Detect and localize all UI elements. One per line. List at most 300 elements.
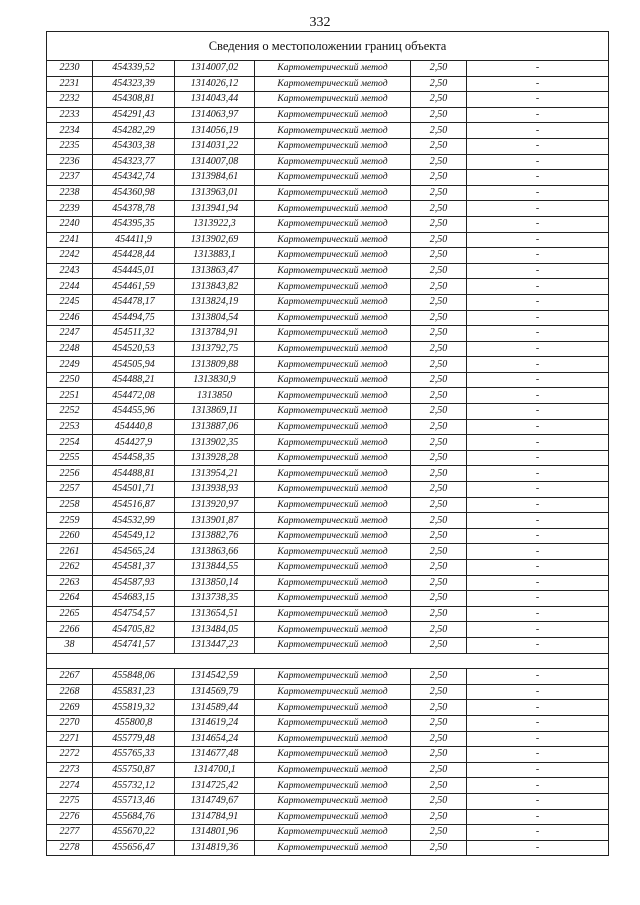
point-number-cell: 2251 <box>47 388 93 404</box>
note-cell: - <box>467 606 609 622</box>
point-number-cell: 2268 <box>47 684 93 700</box>
y-coordinate-cell: 1313922,3 <box>175 216 255 232</box>
accuracy-cell: 2,50 <box>411 435 467 451</box>
point-number-cell: 2241 <box>47 232 93 248</box>
method-cell: Картометрический метод <box>255 731 411 747</box>
accuracy-cell: 2,50 <box>411 388 467 404</box>
y-coordinate-cell: 1313883,1 <box>175 248 255 264</box>
y-coordinate-cell: 1313984,61 <box>175 170 255 186</box>
note-cell: - <box>467 528 609 544</box>
point-number-cell: 2242 <box>47 248 93 264</box>
accuracy-cell: 2,50 <box>411 809 467 825</box>
y-coordinate-cell: 1313901,87 <box>175 513 255 529</box>
table-row <box>47 731 609 747</box>
x-coordinate-cell: 454428,44 <box>93 248 175 264</box>
note-cell: - <box>467 778 609 794</box>
method-cell: Картометрический метод <box>255 201 411 217</box>
point-number-cell: 2232 <box>47 92 93 108</box>
method-cell: Картометрический метод <box>255 170 411 186</box>
note-cell: - <box>467 497 609 513</box>
y-coordinate-cell: 1314749,67 <box>175 793 255 809</box>
table-row <box>47 560 609 576</box>
accuracy-cell: 2,50 <box>411 154 467 170</box>
x-coordinate-cell: 454427,9 <box>93 435 175 451</box>
table-row <box>47 248 609 264</box>
point-number-cell: 2243 <box>47 263 93 279</box>
table-row <box>47 528 609 544</box>
x-coordinate-cell: 454455,96 <box>93 404 175 420</box>
note-cell: - <box>467 450 609 466</box>
y-coordinate-cell: 1314007,08 <box>175 154 255 170</box>
note-cell: - <box>467 232 609 248</box>
y-coordinate-cell: 1313963,01 <box>175 185 255 201</box>
method-cell: Картометрический метод <box>255 560 411 576</box>
method-cell: Картометрический метод <box>255 544 411 560</box>
point-number-cell: 2273 <box>47 762 93 778</box>
table-row <box>47 123 609 139</box>
note-cell: - <box>467 326 609 342</box>
x-coordinate-cell: 454488,81 <box>93 466 175 482</box>
y-coordinate-cell: 1313941,94 <box>175 201 255 217</box>
table-row <box>47 185 609 201</box>
accuracy-cell: 2,50 <box>411 123 467 139</box>
table-title-row <box>47 32 609 61</box>
x-coordinate-cell: 455831,23 <box>93 684 175 700</box>
x-coordinate-cell: 454445,01 <box>93 263 175 279</box>
method-cell: Картометрический метод <box>255 825 411 841</box>
note-cell: - <box>467 76 609 92</box>
method-cell: Картометрический метод <box>255 123 411 139</box>
note-cell: - <box>467 825 609 841</box>
point-number-cell: 2239 <box>47 201 93 217</box>
accuracy-cell: 2,50 <box>411 715 467 731</box>
x-coordinate-cell: 454339,52 <box>93 61 175 77</box>
point-number-cell: 2261 <box>47 544 93 560</box>
accuracy-cell: 2,50 <box>411 482 467 498</box>
method-cell: Картометрический метод <box>255 684 411 700</box>
method-cell: Картометрический метод <box>255 294 411 310</box>
x-coordinate-cell: 455800,8 <box>93 715 175 731</box>
method-cell: Картометрический метод <box>255 341 411 357</box>
accuracy-cell: 2,50 <box>411 216 467 232</box>
accuracy-cell: 2,50 <box>411 326 467 342</box>
table-row <box>47 762 609 778</box>
table-row <box>47 435 609 451</box>
point-number-cell: 2271 <box>47 731 93 747</box>
table-row <box>47 591 609 607</box>
y-coordinate-cell: 1313882,76 <box>175 528 255 544</box>
y-coordinate-cell: 1314619,24 <box>175 715 255 731</box>
point-number-cell: 2231 <box>47 76 93 92</box>
table-row <box>47 450 609 466</box>
note-cell: - <box>467 419 609 435</box>
y-coordinate-cell: 1314819,36 <box>175 840 255 856</box>
accuracy-cell: 2,50 <box>411 793 467 809</box>
table-title: Сведения о местоположении границ объекта <box>47 32 609 61</box>
note-cell: - <box>467 622 609 638</box>
note-cell: - <box>467 61 609 77</box>
x-coordinate-cell: 454308,81 <box>93 92 175 108</box>
x-coordinate-cell: 454581,37 <box>93 560 175 576</box>
x-coordinate-cell: 454291,43 <box>93 107 175 123</box>
accuracy-cell: 2,50 <box>411 419 467 435</box>
point-number-cell: 2237 <box>47 170 93 186</box>
method-cell: Картометрический метод <box>255 793 411 809</box>
accuracy-cell: 2,50 <box>411 263 467 279</box>
y-coordinate-cell: 1314542,59 <box>175 669 255 685</box>
method-cell: Картометрический метод <box>255 513 411 529</box>
method-cell: Картометрический метод <box>255 450 411 466</box>
method-cell: Картометрический метод <box>255 435 411 451</box>
method-cell: Картометрический метод <box>255 840 411 856</box>
point-number-cell: 2274 <box>47 778 93 794</box>
accuracy-cell: 2,50 <box>411 279 467 295</box>
method-cell: Картометрический метод <box>255 138 411 154</box>
y-coordinate-cell: 1313863,66 <box>175 544 255 560</box>
x-coordinate-cell: 454282,29 <box>93 123 175 139</box>
method-cell: Картометрический метод <box>255 107 411 123</box>
x-coordinate-cell: 454705,82 <box>93 622 175 638</box>
accuracy-cell: 2,50 <box>411 201 467 217</box>
note-cell: - <box>467 216 609 232</box>
accuracy-cell: 2,50 <box>411 372 467 388</box>
method-cell: Картометрический метод <box>255 76 411 92</box>
accuracy-cell: 2,50 <box>411 762 467 778</box>
y-coordinate-cell: 1314569,79 <box>175 684 255 700</box>
table-row <box>47 825 609 841</box>
y-coordinate-cell: 1313887,06 <box>175 419 255 435</box>
y-coordinate-cell: 1313830,9 <box>175 372 255 388</box>
point-number-cell: 2260 <box>47 528 93 544</box>
point-number-cell: 2264 <box>47 591 93 607</box>
point-number-cell: 2266 <box>47 622 93 638</box>
note-cell: - <box>467 404 609 420</box>
y-coordinate-cell: 1313784,91 <box>175 326 255 342</box>
group-separator-row <box>47 653 609 669</box>
y-coordinate-cell: 1313902,69 <box>175 232 255 248</box>
table-body <box>47 32 609 856</box>
table-row <box>47 809 609 825</box>
y-coordinate-cell: 1313738,35 <box>175 591 255 607</box>
x-coordinate-cell: 454458,35 <box>93 450 175 466</box>
note-cell: - <box>467 372 609 388</box>
table-row <box>47 170 609 186</box>
note-cell: - <box>467 154 609 170</box>
point-number-cell: 2248 <box>47 341 93 357</box>
y-coordinate-cell: 1314700,1 <box>175 762 255 778</box>
point-number-cell: 2265 <box>47 606 93 622</box>
method-cell: Картометрический метод <box>255 92 411 108</box>
note-cell: - <box>467 513 609 529</box>
method-cell: Картометрический метод <box>255 419 411 435</box>
accuracy-cell: 2,50 <box>411 497 467 513</box>
note-cell: - <box>467 107 609 123</box>
x-coordinate-cell: 455765,33 <box>93 747 175 763</box>
note-cell: - <box>467 715 609 731</box>
table-row <box>47 341 609 357</box>
accuracy-cell: 2,50 <box>411 357 467 373</box>
y-coordinate-cell: 1314031,22 <box>175 138 255 154</box>
point-number-cell: 2267 <box>47 669 93 685</box>
x-coordinate-cell: 454565,24 <box>93 544 175 560</box>
accuracy-cell: 2,50 <box>411 185 467 201</box>
point-number-cell: 2254 <box>47 435 93 451</box>
note-cell: - <box>467 248 609 264</box>
y-coordinate-cell: 1313843,82 <box>175 279 255 295</box>
method-cell: Картометрический метод <box>255 778 411 794</box>
note-cell: - <box>467 482 609 498</box>
accuracy-cell: 2,50 <box>411 107 467 123</box>
accuracy-cell: 2,50 <box>411 92 467 108</box>
y-coordinate-cell: 1313928,28 <box>175 450 255 466</box>
x-coordinate-cell: 455713,46 <box>93 793 175 809</box>
accuracy-cell: 2,50 <box>411 544 467 560</box>
note-cell: - <box>467 92 609 108</box>
table-row <box>47 154 609 170</box>
x-coordinate-cell: 454342,74 <box>93 170 175 186</box>
y-coordinate-cell: 1313938,93 <box>175 482 255 498</box>
accuracy-cell: 2,50 <box>411 700 467 716</box>
note-cell: - <box>467 840 609 856</box>
method-cell: Картометрический метод <box>255 497 411 513</box>
table-row <box>47 326 609 342</box>
table-row <box>47 61 609 77</box>
point-number-cell: 2249 <box>47 357 93 373</box>
note-cell: - <box>467 684 609 700</box>
x-coordinate-cell: 454323,77 <box>93 154 175 170</box>
table-row <box>47 715 609 731</box>
table-row <box>47 497 609 513</box>
x-coordinate-cell: 455656,47 <box>93 840 175 856</box>
x-coordinate-cell: 454683,15 <box>93 591 175 607</box>
x-coordinate-cell: 454754,57 <box>93 606 175 622</box>
note-cell: - <box>467 435 609 451</box>
method-cell: Картометрический метод <box>255 700 411 716</box>
x-coordinate-cell: 454511,32 <box>93 326 175 342</box>
y-coordinate-cell: 1314007,02 <box>175 61 255 77</box>
y-coordinate-cell: 1313844,55 <box>175 560 255 576</box>
point-number-cell: 2276 <box>47 809 93 825</box>
point-number-cell: 2245 <box>47 294 93 310</box>
x-coordinate-cell: 455684,76 <box>93 809 175 825</box>
note-cell: - <box>467 637 609 653</box>
x-coordinate-cell: 454532,99 <box>93 513 175 529</box>
x-coordinate-cell: 454494,75 <box>93 310 175 326</box>
method-cell: Картометрический метод <box>255 404 411 420</box>
point-number-cell: 2234 <box>47 123 93 139</box>
method-cell: Картометрический метод <box>255 622 411 638</box>
point-number-cell: 2270 <box>47 715 93 731</box>
table-row <box>47 138 609 154</box>
x-coordinate-cell: 454360,98 <box>93 185 175 201</box>
method-cell: Картометрический метод <box>255 482 411 498</box>
x-coordinate-cell: 454440,8 <box>93 419 175 435</box>
y-coordinate-cell: 1313447,23 <box>175 637 255 653</box>
y-coordinate-cell: 1314677,48 <box>175 747 255 763</box>
boundary-coordinates-table <box>46 31 609 856</box>
accuracy-cell: 2,50 <box>411 606 467 622</box>
table-row <box>47 263 609 279</box>
method-cell: Картометрический метод <box>255 263 411 279</box>
x-coordinate-cell: 454587,93 <box>93 575 175 591</box>
method-cell: Картометрический метод <box>255 669 411 685</box>
method-cell: Картометрический метод <box>255 575 411 591</box>
x-coordinate-cell: 454472,08 <box>93 388 175 404</box>
table-row <box>47 544 609 560</box>
accuracy-cell: 2,50 <box>411 232 467 248</box>
method-cell: Картометрический метод <box>255 606 411 622</box>
method-cell: Картометрический метод <box>255 372 411 388</box>
point-number-cell: 2277 <box>47 825 93 841</box>
table-row <box>47 466 609 482</box>
y-coordinate-cell: 1313850,14 <box>175 575 255 591</box>
table-row <box>47 778 609 794</box>
note-cell: - <box>467 294 609 310</box>
accuracy-cell: 2,50 <box>411 575 467 591</box>
note-cell: - <box>467 700 609 716</box>
accuracy-cell: 2,50 <box>411 840 467 856</box>
point-number-cell: 2255 <box>47 450 93 466</box>
y-coordinate-cell: 1313792,75 <box>175 341 255 357</box>
table-row <box>47 747 609 763</box>
y-coordinate-cell: 1314784,91 <box>175 809 255 825</box>
note-cell: - <box>467 669 609 685</box>
table-row <box>47 76 609 92</box>
note-cell: - <box>467 560 609 576</box>
y-coordinate-cell: 1314026,12 <box>175 76 255 92</box>
accuracy-cell: 2,50 <box>411 450 467 466</box>
method-cell: Картометрический метод <box>255 61 411 77</box>
method-cell: Картометрический метод <box>255 185 411 201</box>
x-coordinate-cell: 455670,22 <box>93 825 175 841</box>
point-number-cell: 2269 <box>47 700 93 716</box>
method-cell: Картометрический метод <box>255 466 411 482</box>
table-row <box>47 637 609 653</box>
point-number-cell: 2244 <box>47 279 93 295</box>
point-number-cell: 2235 <box>47 138 93 154</box>
accuracy-cell: 2,50 <box>411 294 467 310</box>
point-number-cell: 2258 <box>47 497 93 513</box>
x-coordinate-cell: 454488,21 <box>93 372 175 388</box>
table-row <box>47 622 609 638</box>
accuracy-cell: 2,50 <box>411 513 467 529</box>
method-cell: Картометрический метод <box>255 326 411 342</box>
x-coordinate-cell: 454411,9 <box>93 232 175 248</box>
y-coordinate-cell: 1314063,97 <box>175 107 255 123</box>
x-coordinate-cell: 455848,06 <box>93 669 175 685</box>
table-row <box>47 357 609 373</box>
accuracy-cell: 2,50 <box>411 637 467 653</box>
x-coordinate-cell: 454501,71 <box>93 482 175 498</box>
accuracy-cell: 2,50 <box>411 528 467 544</box>
point-number-cell: 2236 <box>47 154 93 170</box>
method-cell: Картометрический метод <box>255 232 411 248</box>
table-row <box>47 372 609 388</box>
x-coordinate-cell: 454461,59 <box>93 279 175 295</box>
point-number-cell: 38 <box>47 637 93 653</box>
method-cell: Картометрический метод <box>255 528 411 544</box>
note-cell: - <box>467 310 609 326</box>
method-cell: Картометрический метод <box>255 715 411 731</box>
accuracy-cell: 2,50 <box>411 778 467 794</box>
note-cell: - <box>467 170 609 186</box>
note-cell: - <box>467 466 609 482</box>
page-number: 332 <box>309 15 331 30</box>
note-cell: - <box>467 762 609 778</box>
note-cell: - <box>467 263 609 279</box>
accuracy-cell: 2,50 <box>411 747 467 763</box>
method-cell: Картометрический метод <box>255 637 411 653</box>
point-number-cell: 2262 <box>47 560 93 576</box>
x-coordinate-cell: 454520,53 <box>93 341 175 357</box>
method-cell: Картометрический метод <box>255 591 411 607</box>
note-cell: - <box>467 731 609 747</box>
y-coordinate-cell: 1313920,97 <box>175 497 255 513</box>
method-cell: Картометрический метод <box>255 762 411 778</box>
table-row <box>47 294 609 310</box>
note-cell: - <box>467 185 609 201</box>
note-cell: - <box>467 747 609 763</box>
table-row <box>47 700 609 716</box>
y-coordinate-cell: 1314725,42 <box>175 778 255 794</box>
point-number-cell: 2263 <box>47 575 93 591</box>
x-coordinate-cell: 454478,17 <box>93 294 175 310</box>
method-cell: Картометрический метод <box>255 357 411 373</box>
accuracy-cell: 2,50 <box>411 825 467 841</box>
group-separator-cell <box>47 653 609 669</box>
table-row <box>47 232 609 248</box>
table-row <box>47 684 609 700</box>
x-coordinate-cell: 455779,48 <box>93 731 175 747</box>
accuracy-cell: 2,50 <box>411 466 467 482</box>
y-coordinate-cell: 1313863,47 <box>175 263 255 279</box>
method-cell: Картометрический метод <box>255 154 411 170</box>
method-cell: Картометрический метод <box>255 248 411 264</box>
table-row <box>47 482 609 498</box>
accuracy-cell: 2,50 <box>411 404 467 420</box>
point-number-cell: 2275 <box>47 793 93 809</box>
point-number-cell: 2238 <box>47 185 93 201</box>
x-coordinate-cell: 454395,35 <box>93 216 175 232</box>
note-cell: - <box>467 123 609 139</box>
table-row <box>47 606 609 622</box>
note-cell: - <box>467 357 609 373</box>
table-row <box>47 92 609 108</box>
accuracy-cell: 2,50 <box>411 61 467 77</box>
x-coordinate-cell: 454741,57 <box>93 637 175 653</box>
table-row <box>47 513 609 529</box>
point-number-cell: 2233 <box>47 107 93 123</box>
note-cell: - <box>467 544 609 560</box>
y-coordinate-cell: 1313869,11 <box>175 404 255 420</box>
note-cell: - <box>467 809 609 825</box>
y-coordinate-cell: 1313902,35 <box>175 435 255 451</box>
note-cell: - <box>467 591 609 607</box>
x-coordinate-cell: 454549,12 <box>93 528 175 544</box>
table-row <box>47 793 609 809</box>
method-cell: Картометрический метод <box>255 388 411 404</box>
table-row <box>47 388 609 404</box>
method-cell: Картометрический метод <box>255 747 411 763</box>
x-coordinate-cell: 455819,32 <box>93 700 175 716</box>
method-cell: Картометрический метод <box>255 809 411 825</box>
point-number-cell: 2259 <box>47 513 93 529</box>
method-cell: Картометрический метод <box>255 279 411 295</box>
x-coordinate-cell: 454505,94 <box>93 357 175 373</box>
accuracy-cell: 2,50 <box>411 138 467 154</box>
y-coordinate-cell: 1313654,51 <box>175 606 255 622</box>
accuracy-cell: 2,50 <box>411 76 467 92</box>
